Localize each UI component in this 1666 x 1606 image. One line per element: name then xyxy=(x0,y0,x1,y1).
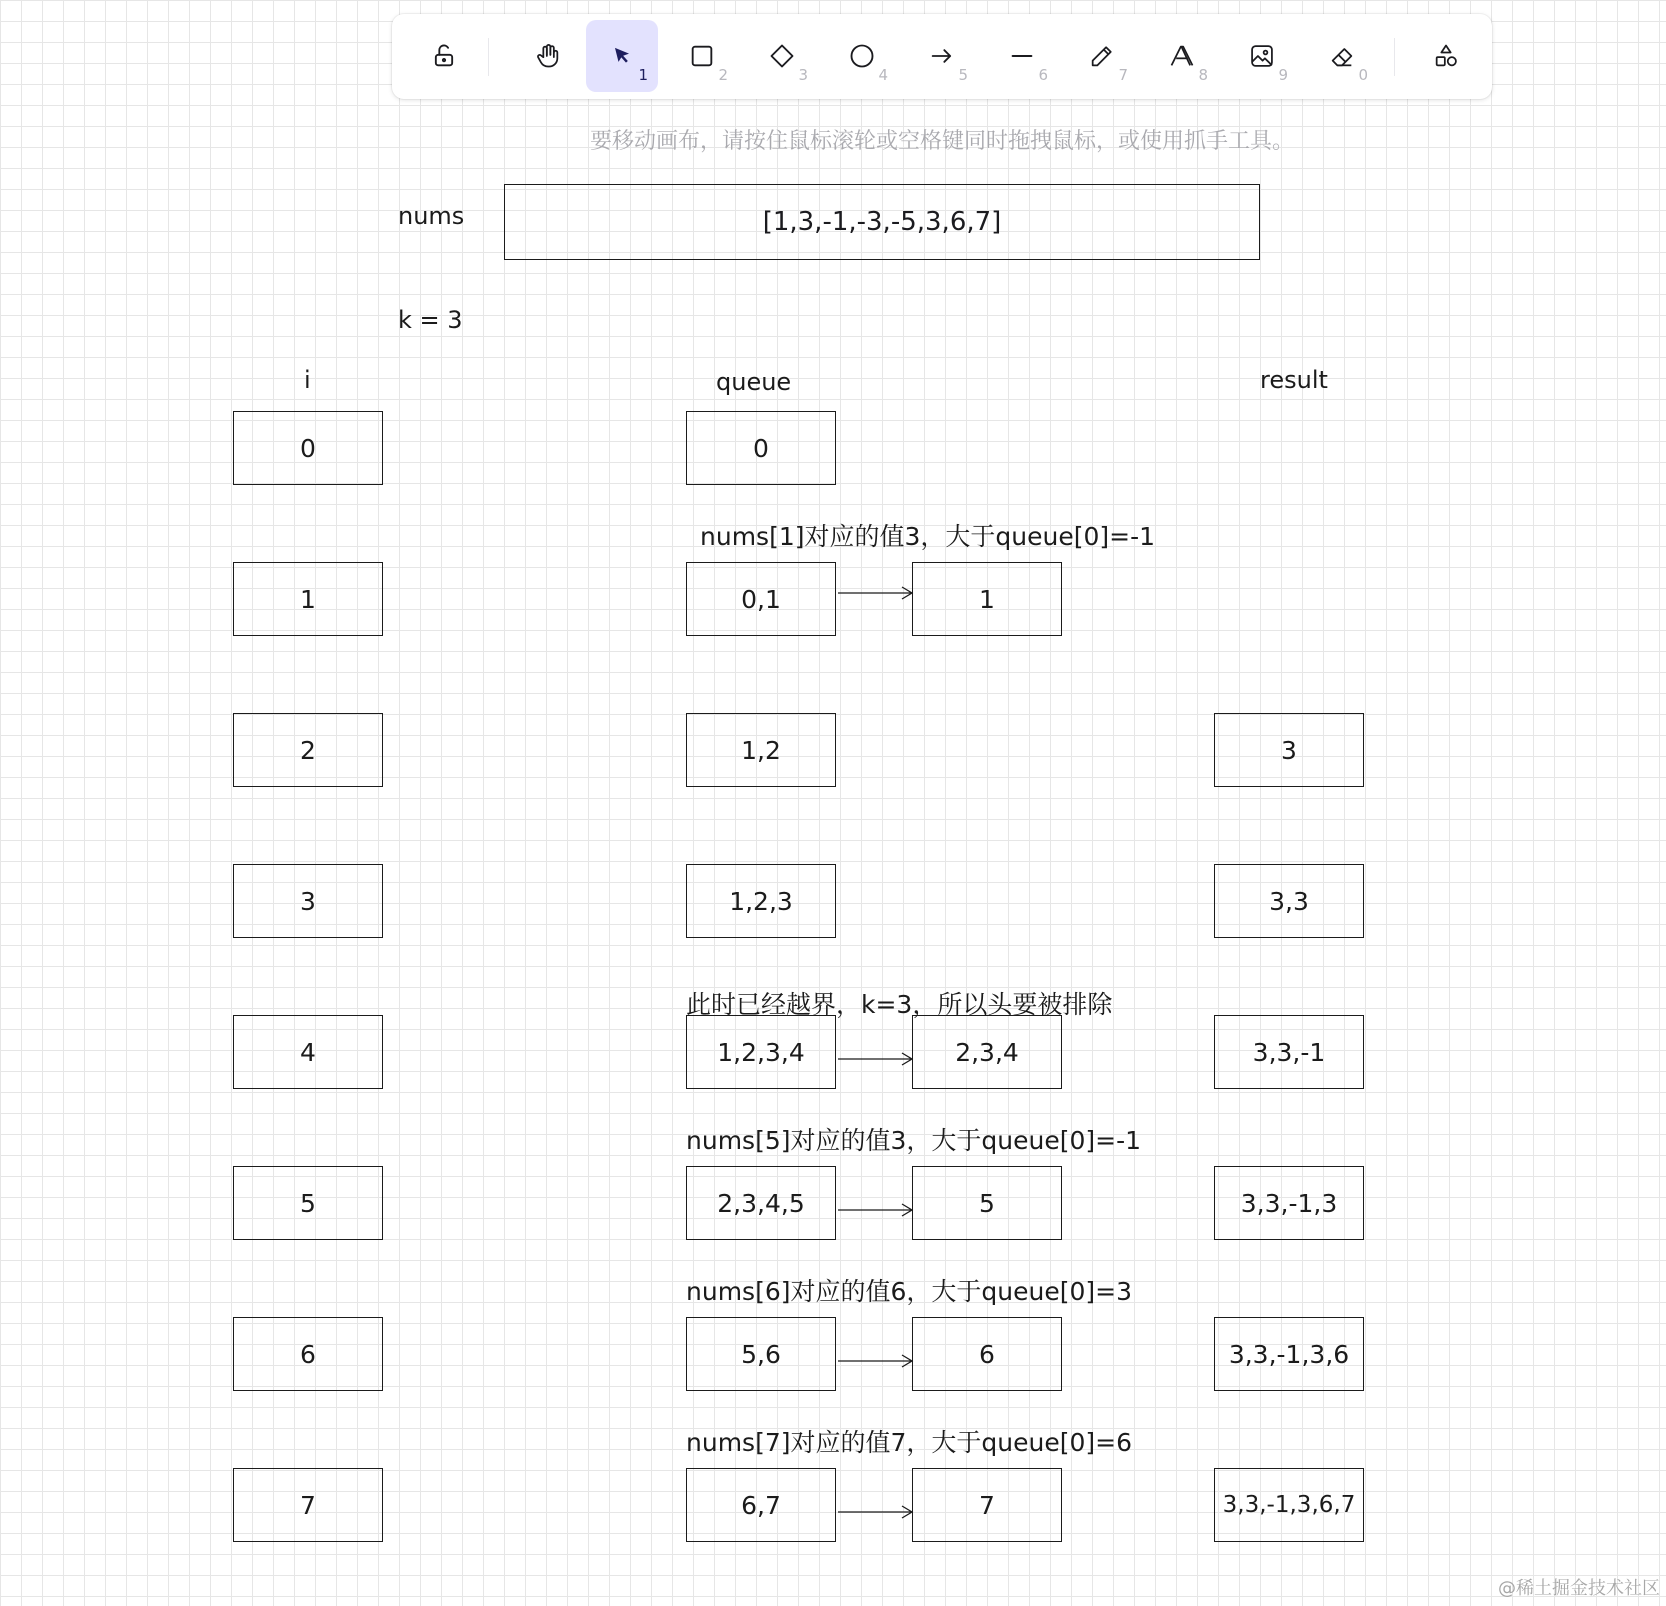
tool-shortcut-key: 7 xyxy=(1118,66,1128,84)
tool-shortcut-key: 6 xyxy=(1038,66,1048,84)
tool-shortcut-key: 1 xyxy=(638,66,648,84)
index-box[interactable]: 7 xyxy=(233,1468,383,1542)
queue-after-box[interactable]: 6 xyxy=(912,1317,1062,1391)
selection-tool-button[interactable] xyxy=(586,20,658,92)
toolbar-divider xyxy=(488,38,489,76)
annotation-note: nums[5]对应的值3，大于queue[0]=-1 xyxy=(686,1126,1141,1155)
shapes-icon xyxy=(1432,42,1460,70)
tool-shortcut-key: 0 xyxy=(1358,66,1368,84)
result-box[interactable]: 3,3,-1,3 xyxy=(1214,1166,1364,1240)
nums-array-box[interactable]: [1,3,-1,-3,-5,3,6,7] xyxy=(504,184,1260,260)
unlock-icon xyxy=(430,42,458,70)
queue-box[interactable]: 2,3,4,5 xyxy=(686,1166,836,1240)
diamond-icon xyxy=(768,42,796,70)
image-icon xyxy=(1248,42,1276,70)
eraser-tool-button[interactable] xyxy=(1306,20,1378,92)
result-box[interactable]: 3,3,-1 xyxy=(1214,1015,1364,1089)
hand-icon xyxy=(534,42,562,70)
queue-box[interactable]: 1,2,3 xyxy=(686,864,836,938)
queue-after-box[interactable]: 1 xyxy=(912,562,1062,636)
index-box[interactable]: 3 xyxy=(233,864,383,938)
diamond-tool-button[interactable] xyxy=(746,20,818,92)
index-box[interactable]: 2 xyxy=(233,713,383,787)
result-box[interactable]: 3,3 xyxy=(1214,864,1364,938)
circle-icon xyxy=(848,42,876,70)
queue-after-box[interactable]: 5 xyxy=(912,1166,1062,1240)
canvas-hint: 要移动画布，请按住鼠标滚轮或空格键同时拖拽鼠标，或使用抓手工具。 xyxy=(589,129,1294,154)
result-box[interactable]: 3,3,-1,3,6,7 xyxy=(1214,1468,1364,1542)
tool-shortcut-key: 2 xyxy=(718,66,728,84)
header-queue: queue xyxy=(716,368,792,396)
more-shapes-button[interactable] xyxy=(1410,20,1482,92)
index-box[interactable]: 0 xyxy=(233,411,383,485)
tool-shortcut-key: 9 xyxy=(1278,66,1288,84)
rectangle-tool-button[interactable] xyxy=(666,20,738,92)
queue-box[interactable]: 1,2,3,4 xyxy=(686,1015,836,1089)
annotation-note: 此时已经越界，k=3，所以头要被排除 xyxy=(686,990,1113,1019)
transition-arrow[interactable] xyxy=(836,1349,916,1373)
text-icon xyxy=(1168,42,1196,70)
hand-tool-button[interactable] xyxy=(512,20,584,92)
index-box[interactable]: 4 xyxy=(233,1015,383,1089)
toolbar-divider xyxy=(1394,38,1395,76)
queue-box[interactable]: 5,6 xyxy=(686,1317,836,1391)
pencil-icon xyxy=(1088,42,1116,70)
queue-box[interactable]: 1,2 xyxy=(686,713,836,787)
toolbar xyxy=(392,14,1492,99)
eraser-icon xyxy=(1328,42,1356,70)
ellipse-tool-button[interactable] xyxy=(826,20,898,92)
tool-shortcut-key: 3 xyxy=(798,66,808,84)
image-tool-button[interactable] xyxy=(1226,20,1298,92)
transition-arrow[interactable] xyxy=(836,581,916,605)
transition-arrow[interactable] xyxy=(836,1047,916,1071)
header-result: result xyxy=(1260,366,1328,394)
annotation-note: nums[1]对应的值3，大于queue[0]=-1 xyxy=(700,522,1155,551)
index-box[interactable]: 6 xyxy=(233,1317,383,1391)
tool-shortcut-key: 8 xyxy=(1198,66,1208,84)
queue-box[interactable]: 0 xyxy=(686,411,836,485)
watermark: @稀土掘金技术社区 xyxy=(1498,1578,1660,1599)
cursor-icon xyxy=(608,42,636,70)
annotation-note: nums[7]对应的值7，大于queue[0]=6 xyxy=(686,1428,1132,1457)
tool-shortcut-key: 5 xyxy=(958,66,968,84)
nums-label: nums xyxy=(398,202,465,230)
arrow-right-icon xyxy=(928,42,956,70)
queue-after-box[interactable]: 2,3,4 xyxy=(912,1015,1062,1089)
result-box[interactable]: 3,3,-1,3,6 xyxy=(1214,1317,1364,1391)
transition-arrow[interactable] xyxy=(836,1500,916,1524)
index-box[interactable]: 1 xyxy=(233,562,383,636)
queue-after-box[interactable]: 7 xyxy=(912,1468,1062,1542)
tool-shortcut-key: 4 xyxy=(878,66,888,84)
line-icon xyxy=(1008,42,1036,70)
k-label: k = 3 xyxy=(398,306,463,334)
draw-tool-button[interactable] xyxy=(1066,20,1138,92)
transition-arrow[interactable] xyxy=(836,1198,916,1222)
annotation-note: nums[6]对应的值6，大于queue[0]=3 xyxy=(686,1277,1132,1306)
header-i: i xyxy=(304,366,311,394)
rectangle-icon xyxy=(688,42,716,70)
line-tool-button[interactable] xyxy=(986,20,1058,92)
text-tool-button[interactable] xyxy=(1146,20,1218,92)
result-box[interactable]: 3 xyxy=(1214,713,1364,787)
queue-box[interactable]: 0,1 xyxy=(686,562,836,636)
arrow-tool-button[interactable] xyxy=(906,20,978,92)
index-box[interactable]: 5 xyxy=(233,1166,383,1240)
lock-tool-button[interactable] xyxy=(408,20,480,92)
queue-box[interactable]: 6,7 xyxy=(686,1468,836,1542)
